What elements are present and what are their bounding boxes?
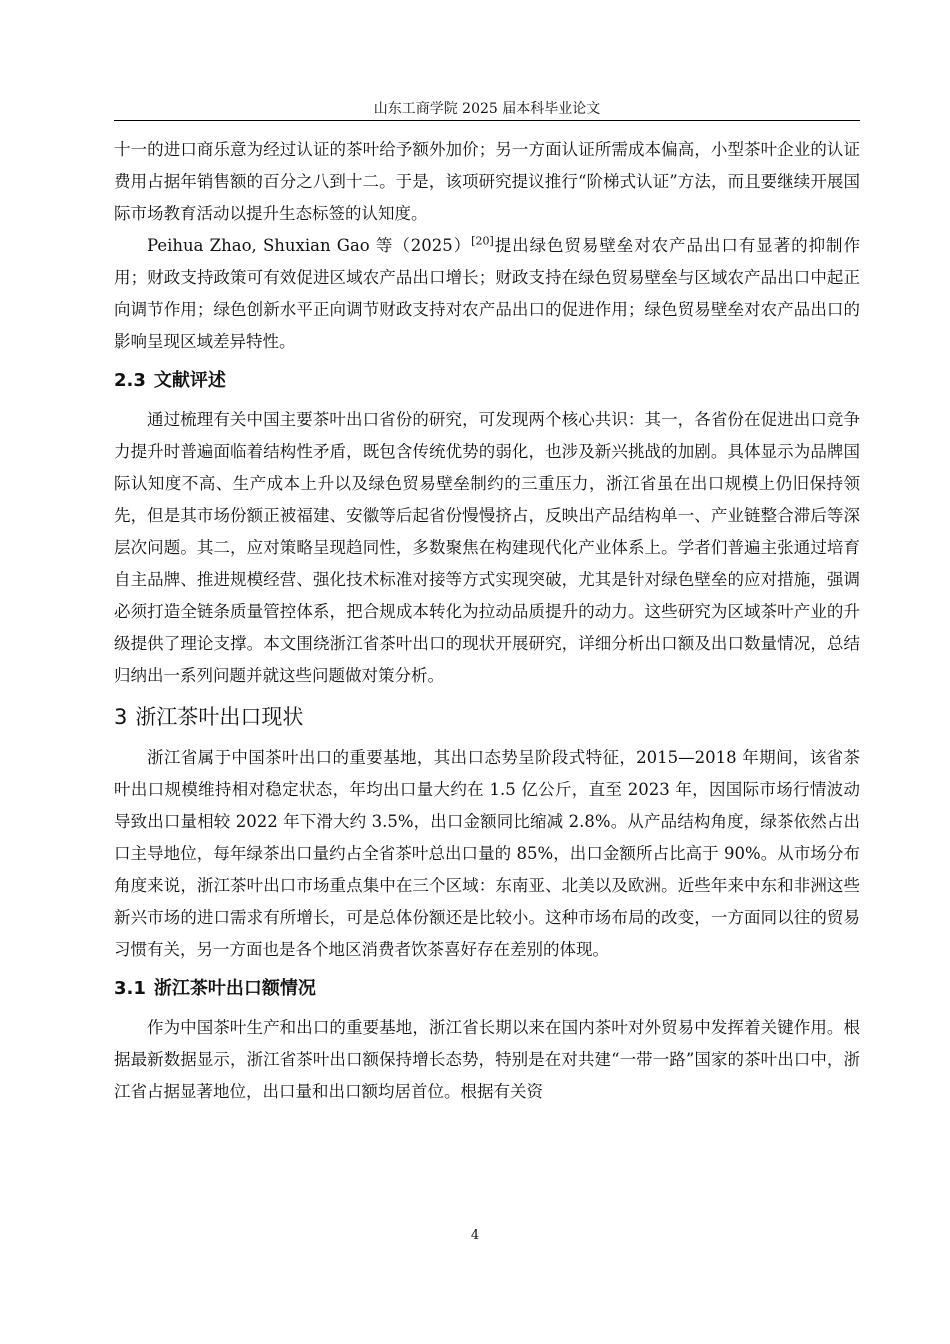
citation-reference: [20] [471,234,494,248]
section-title: 浙江茶叶出口额情况 [153,978,316,999]
header-rule [114,120,860,121]
running-header: 山东工商学院 2025 届本科毕业论文 [373,101,601,117]
paragraph-zhao-gao [114,230,860,358]
section-heading-2-3 [114,366,860,396]
page-body [114,134,860,1108]
paragraph-literature-review: 通过梳理有关中国主要茶叶出口省份的研究，可发现两个核心共识：其一，各省份在促进出口竞争力提升时普遍面临着结构性矛盾，既包含传统优势的弱化，也涉及新兴挑战的加剧。具体显示为品牌国际认知度不高、生产成本上升以及绿色贸易壁垒制约的三重压力，浙江省虽在出口规模上仍旧保持领先，但是其市场份额正被福建、安徽等后起省份慢慢挤占，反映出产品结构单一、产业链整合滞后等深层次问题。其二，应对策略呈现趋同性，多数聚焦在构建现代化产业体系上。学者们普遍主张通过培育自主品牌、推进规模经营、强化技术标准对接等方式实现突破，尤其是针对绿色壁垒的应对措施，强调必须打造全链条质量管控体系，把合规成本转化为拉动品质提升的动力。这些研究为区域茶叶产业的升级提供了理论支撑。本文围绕浙江省茶叶出口的现状开展研究，详细分析出口额及出口数量情况，总结归纳出一系列问题并就这些问题做对策分析。 [114,410,860,685]
section-number: 3.1 [114,978,146,999]
paragraph-body: 提出绿色贸易壁垒对农产品出口有显著的抑制作用；财政支持政策可有效促进区域农产品出口增长；财政支持在绿色贸易壁垒与区域农产品出口中起正向调节作用；绿色创新水平正向调节财政支持对农产品出口的促进作用；绿色贸易壁垒对农产品出口的影响呈现区域差异特性。 [114,236,860,351]
chapter-title: 浙江茶叶出口现状 [135,705,304,729]
page-number: 4 [470,1228,480,1243]
citation-authors: Peihua Zhao, Shuxian Gao 等（2025） [147,236,472,255]
paragraph-export-value: 作为中国茶叶生产和出口的重要基地，浙江省长期以来在国内茶叶对外贸易中发挥着关键作用。根据最新数据显示，浙江省茶叶出口额保持增长态势，特别是在对共建“一带一路”国家的茶叶出口中，浙江省占据显著地位，出口量和出口额均居首位。根据有关资 [114,1018,860,1101]
chapter-number: 3 [114,705,128,729]
paragraph-export-status: 浙江省属于中国茶叶出口的重要基地，其出口态势呈阶段式特征，2015—2018 年期间，该省茶叶出口规模维持相对稳定状态，年均出口量大约在 1.5 亿公斤，直至 2023 年，因国际市场行情波动导致出口量相较 2022 年下滑大约 3.5%，出口金额同比缩减 2.8%。从产品结构角度，绿茶依然占出口主导地位，每年绿茶出口量约占全省茶叶总出口量的 85%，出口金额所占比高于 90%。从市场分布角度来说，浙江茶叶出口市场重点集中在三个区域：东南亚、北美以及欧洲。近些年来中东和非洲这些新兴市场的进口需求有所增长，可是总体份额还是比较小。这种市场布局的改变，一方面同以往的贸易习惯有关，另一方面也是各个地区消费者饮茶喜好存在差别的体现。 [114,748,860,959]
section-title: 文献评述 [153,370,226,391]
paragraph-continued: 十一的进口商乐意为经过认证的茶叶给予额外加价；另一方面认证所需成本偏高，小型茶叶企业的认证费用占据年销售额的百分之八到十二。于是，该项研究提议推行“阶梯式认证”方法，而且要继续开展国际市场教育活动以提升生态标签的认知度。 [114,140,860,223]
section-number: 2.3 [114,370,146,391]
section-heading-3-1 [114,974,860,1004]
chapter-heading-3 [114,700,860,734]
